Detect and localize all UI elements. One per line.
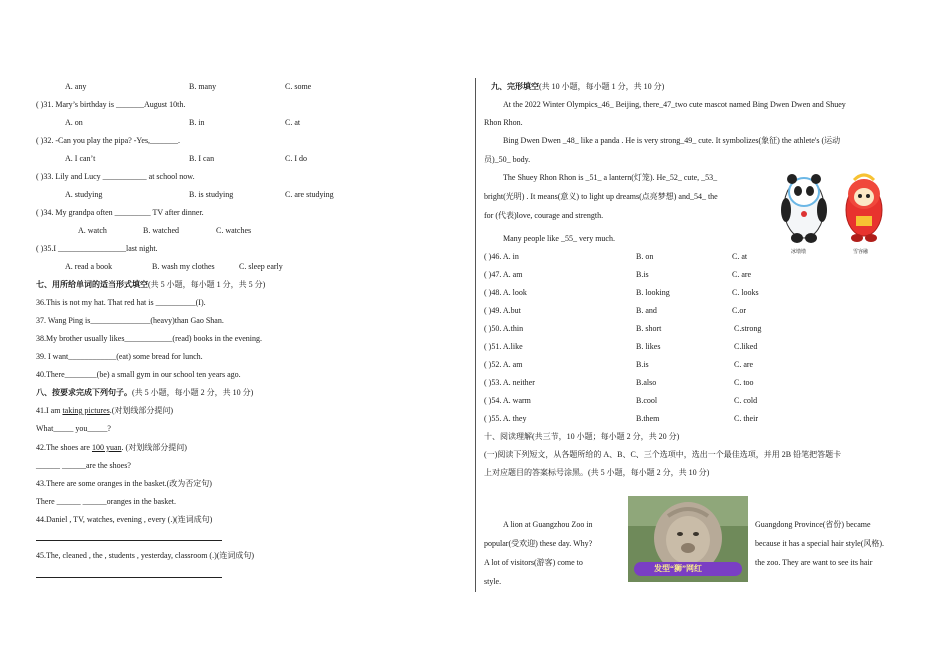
q41-answer-line: What_____ you_____? [36, 424, 111, 433]
q42-suffix: . (对划线部分提问) [121, 443, 187, 452]
q31-option-c: C. at [285, 118, 301, 127]
q48-option-a: ( )48. A. look [484, 288, 527, 297]
q49-option-c: C.or [732, 306, 746, 315]
section-9-note: (共 10 小题，每小题 1 分，共 10 分) [539, 82, 665, 91]
cloze-paragraph-1-cont: Rhon Rhon. [484, 118, 523, 127]
q52-option-b: B.is [636, 360, 649, 369]
cloze-paragraph-2: Bing Dwen Dwen _48_ like a panda . He is very strong_49_ cute. It symbolizes(象征) the athlete's (运动 [503, 136, 841, 145]
reading-line-3-left: A lot of visitors(游客) come to [484, 558, 583, 567]
mascot-caption-shuey: 雪容融 [853, 250, 869, 255]
section-8-note: (共 5 小题，每小题 2 分，共 10 分) [132, 388, 254, 397]
question-44: 44.Daniel , TV, watches, evening , every (.)(连词成句) [36, 515, 213, 524]
q49-option-a: ( )49. A.but [484, 306, 521, 315]
q34-option-b: B. watched [143, 226, 179, 235]
q51-option-c: C.liked [734, 342, 758, 351]
q50-option-b: B. short [636, 324, 662, 333]
q31-option-b: B. in [189, 118, 205, 127]
question-45: 45.The, cleaned , the , students , yesterday, classroom (.)(连词成句) [36, 551, 255, 560]
reading-line-4: style. [484, 577, 502, 586]
q42-prefix: 42.The shoes are [36, 443, 92, 452]
q35-option-a: A. read a book [65, 262, 113, 271]
cloze-paragraph-2-cont: 员)_50_ body. [484, 155, 531, 164]
question-34: ( )34. My grandpa often _________ TV after dinner. [36, 208, 204, 217]
q43-answer-line: There ______ ______oranges in the basket. [36, 497, 176, 506]
q47-option-c: C. are [732, 270, 752, 279]
question-39: 39. I want____________(eat) some bread for lunch. [36, 352, 203, 361]
q51-option-b: B. likes [636, 342, 661, 351]
section-9-title: 九、完形填空 [491, 82, 539, 91]
cloze-paragraph-4: Many people like _55_ very much. [503, 234, 615, 243]
cloze-paragraph-3-end: for (代表)love, courage and strength. [484, 211, 604, 220]
section-10-heading: 十、阅读理解(共三节，10 小题；每小题 2 分，共 20 分) [484, 432, 680, 441]
question-33: ( )33. Lily and Lucy ___________ at school now. [36, 172, 195, 181]
q33-option-b: B. is studying [189, 190, 234, 199]
reading-line-2-right: because it has a special hair style(风格). [755, 539, 885, 548]
section-8-heading [36, 388, 253, 398]
q34-option-c: C. watches [216, 226, 252, 235]
q54-option-c: C. cold [734, 396, 758, 405]
question-41 [36, 406, 173, 416]
question-36: 36.This is not my hat. That red hat is __________(I). [36, 298, 206, 307]
question-43: 43.There are some oranges in the basket.(改为否定句) [36, 479, 212, 488]
q52-option-a: ( )52. A. am [484, 360, 523, 369]
q47-option-b: B.is [636, 270, 649, 279]
q35-option-b: B. wash my clothes [152, 262, 215, 271]
olympic-mascots-image [771, 160, 899, 260]
question-37: 37. Wang Ping is_______________(heavy)than Gao Shan. [36, 316, 224, 325]
section-7-note: (共 5 小题，每小题 1 分，共 5 分) [148, 280, 266, 289]
section-10-part1-instructions: (一)阅读下列短文，从各题所给的 A、B、C、三个选项中，选出一个最佳选项，并用 2B 铅笔把答题卡 [484, 450, 842, 459]
lion-photo [628, 496, 748, 582]
reading-line-3-right: the zoo. They are want to see its hair [755, 558, 873, 567]
q33-option-c: C. are studying [285, 190, 334, 199]
question-31: ( )31. Mary’s birthday is _______August 10th. [36, 100, 186, 109]
q44-answer-rule [36, 540, 222, 541]
q53-option-b: B.also [636, 378, 657, 387]
q52-option-c: C. are [734, 360, 754, 369]
q48-option-c: C. looks [732, 288, 759, 297]
q42-answer-line: ______ ______are the shoes? [36, 461, 131, 470]
q55-option-a: ( )55. A. they [484, 414, 527, 423]
q46-option-b: B. on [636, 252, 654, 261]
q45-answer-rule [36, 577, 222, 578]
question-38: 38.My brother usually likes____________(read) books in the evening. [36, 334, 262, 343]
q42-underlined: 100 yuan [91, 443, 122, 452]
cloze-paragraph-3-cont: bright(光明) . It means(意义) to light up dreams(点亮梦想) and_54_ the [484, 192, 718, 201]
cloze-paragraph-3: The Shuey Rhon Rhon is _51_ a lantern(灯笼). He_52_ cute, _53_ [503, 173, 718, 182]
q35-option-c: C. sleep early [239, 262, 283, 271]
q50-option-a: ( )50. A.thin [484, 324, 524, 333]
question-42 [36, 443, 187, 453]
q46-option-a: ( )46. A. in [484, 252, 519, 261]
q30-option-a: A. any [65, 82, 87, 91]
mascot-caption-bing: 冰墩墩 [791, 250, 807, 255]
question-32: ( )32. -Can you play the pipa? -Yes,_______. [36, 136, 181, 145]
q54-option-b: B.cool [636, 396, 658, 405]
q53-option-a: ( )53. A. neither [484, 378, 535, 387]
q53-option-c: C. too [734, 378, 754, 387]
q34-option-a: A. watch [78, 226, 107, 235]
q41-suffix: .(对划线部分提问) [109, 406, 174, 415]
q55-option-b: B.them [636, 414, 660, 423]
q32-option-c: C. I do [285, 154, 307, 163]
mascots-illustration [771, 160, 899, 260]
q48-option-b: B. looking [636, 288, 670, 297]
reading-line-1-right: Guangdong Province(省份) became [755, 520, 871, 529]
q41-underlined: taking pictures [62, 406, 110, 415]
section-7-heading [36, 280, 265, 290]
q41-prefix: 41.I am [36, 406, 63, 415]
q51-option-a: ( )51. A.like [484, 342, 523, 351]
column-divider [475, 78, 476, 592]
q30-option-b: B. many [189, 82, 217, 91]
q32-option-b: B. I can [189, 154, 215, 163]
q30-option-c: C. some [285, 82, 312, 91]
q47-option-a: ( )47. A. am [484, 270, 523, 279]
q54-option-a: ( )54. A. warm [484, 396, 531, 405]
q49-option-b: B. and [636, 306, 657, 315]
lion-banner-text: 发型“狮”网红 [654, 564, 702, 573]
question-40: 40.There________(be) a small gym in our school ten years ago. [36, 370, 241, 379]
q46-option-c: C. at [732, 252, 748, 261]
q32-option-a: A. I can’t [65, 154, 96, 163]
section-8-title: 八、按要求完成下列句子。 [36, 388, 132, 397]
reading-line-1-left: A lion at Guangzhou Zoo in [503, 520, 593, 529]
q33-option-a: A. studying [65, 190, 103, 199]
reading-line-2-left: popular(受欢迎) these day. Why? [484, 539, 593, 548]
section-10-part1-instructions-cont: 上对应题目的答案标号涂黑。(共 5 小题，每小题 2 分，共 10 分) [484, 468, 710, 477]
question-35: ( )35.I _________________last night. [36, 244, 158, 253]
cloze-paragraph-1: At the 2022 Winter Olympics_46_ Beijing, there_47_two cute mascot named Bing Dwen Dwen and Shuey [503, 100, 846, 109]
section-7-title: 七、用所给单词的适当形式填空 [36, 280, 148, 289]
q55-option-c: C. their [734, 414, 758, 423]
q31-option-a: A. on [65, 118, 83, 127]
section-9-heading [491, 82, 664, 92]
q50-option-c: C.strong [734, 324, 762, 333]
